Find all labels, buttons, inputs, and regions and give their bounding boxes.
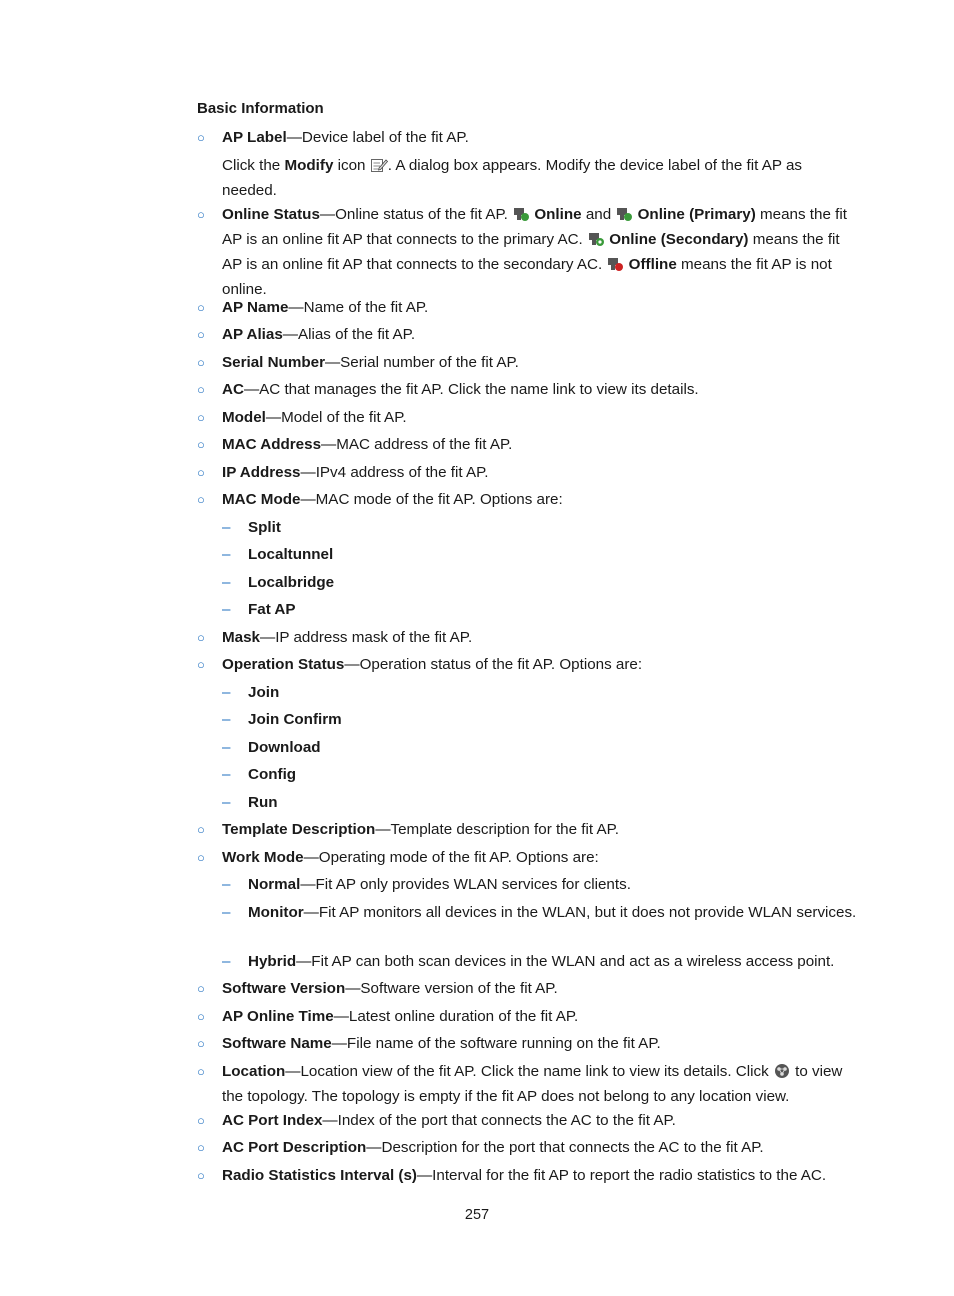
list-item-online-status: ○ Online Status—Online status of the fit AP. Online and Online (Primary) means the fit AP is an online fit AP that connects to the primary AC. Online (Secondary) means the fit AP is an online fit AP that connects to the secondary AC. Offline means the fit AP is not online. — [197, 206, 847, 298]
bullet: ○ — [197, 1140, 205, 1155]
bullet: ○ — [197, 327, 205, 342]
bullet: ○ — [197, 1036, 205, 1051]
section-heading: Basic Information — [197, 100, 324, 117]
ap-online-secondary-icon — [587, 231, 605, 254]
list-item-mask: ○ Mask—IP address mask of the fit AP. — [222, 627, 862, 649]
list-item-location: ○ Location—Location view of the fit AP. Click the name link to view its details. Click to view the topology. The topology is empty if the fit AP does not belong to any location view. — [197, 1063, 843, 1105]
dash: – — [222, 766, 231, 783]
dash: – — [222, 684, 231, 701]
sub-item: – Hybrid—Fit AP can both scan devices in the WLAN and act as a wireless access point. — [248, 951, 868, 973]
dash: – — [222, 904, 231, 921]
ap-online-primary-icon — [615, 206, 633, 229]
bullet: ○ — [197, 410, 205, 425]
bullet: ○ — [197, 657, 205, 672]
dash: – — [222, 953, 231, 970]
bullet: ○ — [197, 1064, 205, 1079]
edit-icon[interactable] — [370, 157, 388, 180]
list-item: ○ Serial Number—Serial number of the fit AP. — [222, 352, 862, 374]
bullet: ○ — [197, 981, 205, 996]
list-item: ○ MAC Mode—MAC mode of the fit AP. Options are: — [222, 489, 862, 511]
sub-item: – Localbridge — [248, 572, 862, 594]
list-item: ○ AP Name—Name of the fit AP. — [222, 297, 862, 319]
bullet: ○ — [197, 630, 205, 645]
sub-item: – Monitor—Fit AP monitors all devices in the WLAN, but it does not provide WLAN services. — [248, 902, 862, 924]
topology-icon[interactable] — [773, 1063, 791, 1086]
bullet: ○ — [197, 1113, 205, 1128]
dash: – — [222, 794, 231, 811]
list-item: ○ MAC Address—MAC address of the fit AP. — [222, 434, 862, 456]
term: AP Label — [222, 129, 287, 146]
sub-item: – Download — [248, 737, 862, 759]
list-item: ○ Software Name—File name of the software running on the fit AP. — [222, 1033, 862, 1055]
dash: – — [222, 546, 231, 563]
dash: – — [222, 519, 231, 536]
list-item: ○ AP Online Time—Latest online duration of the fit AP. — [222, 1006, 862, 1028]
dash: – — [222, 876, 231, 893]
bullet: ○ — [197, 822, 205, 837]
list-item: ○ Radio Statistics Interval (s)—Interval for the fit AP to report the radio statistics to the AC. — [222, 1165, 862, 1187]
bullet: ○ — [197, 382, 205, 397]
bullet: ○ — [197, 437, 205, 452]
list-item-operation-status: ○ Operation Status—Operation status of the fit AP. Options are: — [222, 654, 862, 676]
sub-item: – Join Confirm — [248, 709, 862, 731]
list-item-ap-label — [197, 127, 862, 149]
bullet: ○ — [197, 850, 205, 865]
ap-offline-icon — [606, 256, 624, 279]
dash: – — [222, 739, 231, 756]
sub-item: – Join — [248, 682, 862, 704]
sub-item: – Config — [248, 764, 862, 786]
list-item: ○ AC Port Description—Description for the port that connects the AC to the fit AP. — [222, 1137, 862, 1159]
bullet: ○ — [197, 465, 205, 480]
list-item: ○ IP Address—IPv4 address of the fit AP. — [222, 462, 862, 484]
list-item-work-mode: ○ Work Mode—Operating mode of the fit AP. Options are: — [222, 847, 862, 869]
list-item: ○ Software Version—Software version of the fit AP. — [222, 978, 862, 1000]
sub-item: – Fat AP — [248, 599, 862, 621]
dash: – — [222, 574, 231, 591]
desc: —Device label of the fit AP. — [286, 129, 469, 146]
list-item: ○ AP Alias—Alias of the fit AP. — [222, 324, 862, 346]
dash: – — [222, 601, 231, 618]
list-item: ○ AC—AC that manages the fit AP. Click the name link to view its details. — [222, 379, 862, 401]
list-item: ○ AC Port Index—Index of the port that connects the AC to the fit AP. — [222, 1110, 862, 1132]
bullet: ○ — [197, 1009, 205, 1024]
bullet: ○ — [197, 1168, 205, 1183]
sub-item: – Normal—Fit AP only provides WLAN services for clients. — [248, 874, 862, 896]
sub-item: – Run — [248, 792, 862, 814]
bullet: ○ — [197, 492, 205, 507]
sub-item: – Localtunnel — [248, 544, 862, 566]
page-number: 257 — [464, 1207, 490, 1223]
modify-paragraph: Click the Modify icon . A dialog box appears. Modify the device label of the fit AP as needed. — [222, 157, 802, 199]
bullet: ○ — [197, 355, 205, 370]
bullet: ○ — [197, 300, 205, 315]
list-item-template-description: ○ Template Description—Template description for the fit AP. — [222, 819, 862, 841]
ap-online-icon — [512, 206, 530, 229]
bullet: ○ — [197, 130, 205, 145]
bullet: ○ — [197, 207, 205, 222]
dash: – — [222, 711, 231, 728]
sub-item: – Split — [248, 517, 862, 539]
list-item: ○ Model—Model of the fit AP. — [222, 407, 862, 429]
